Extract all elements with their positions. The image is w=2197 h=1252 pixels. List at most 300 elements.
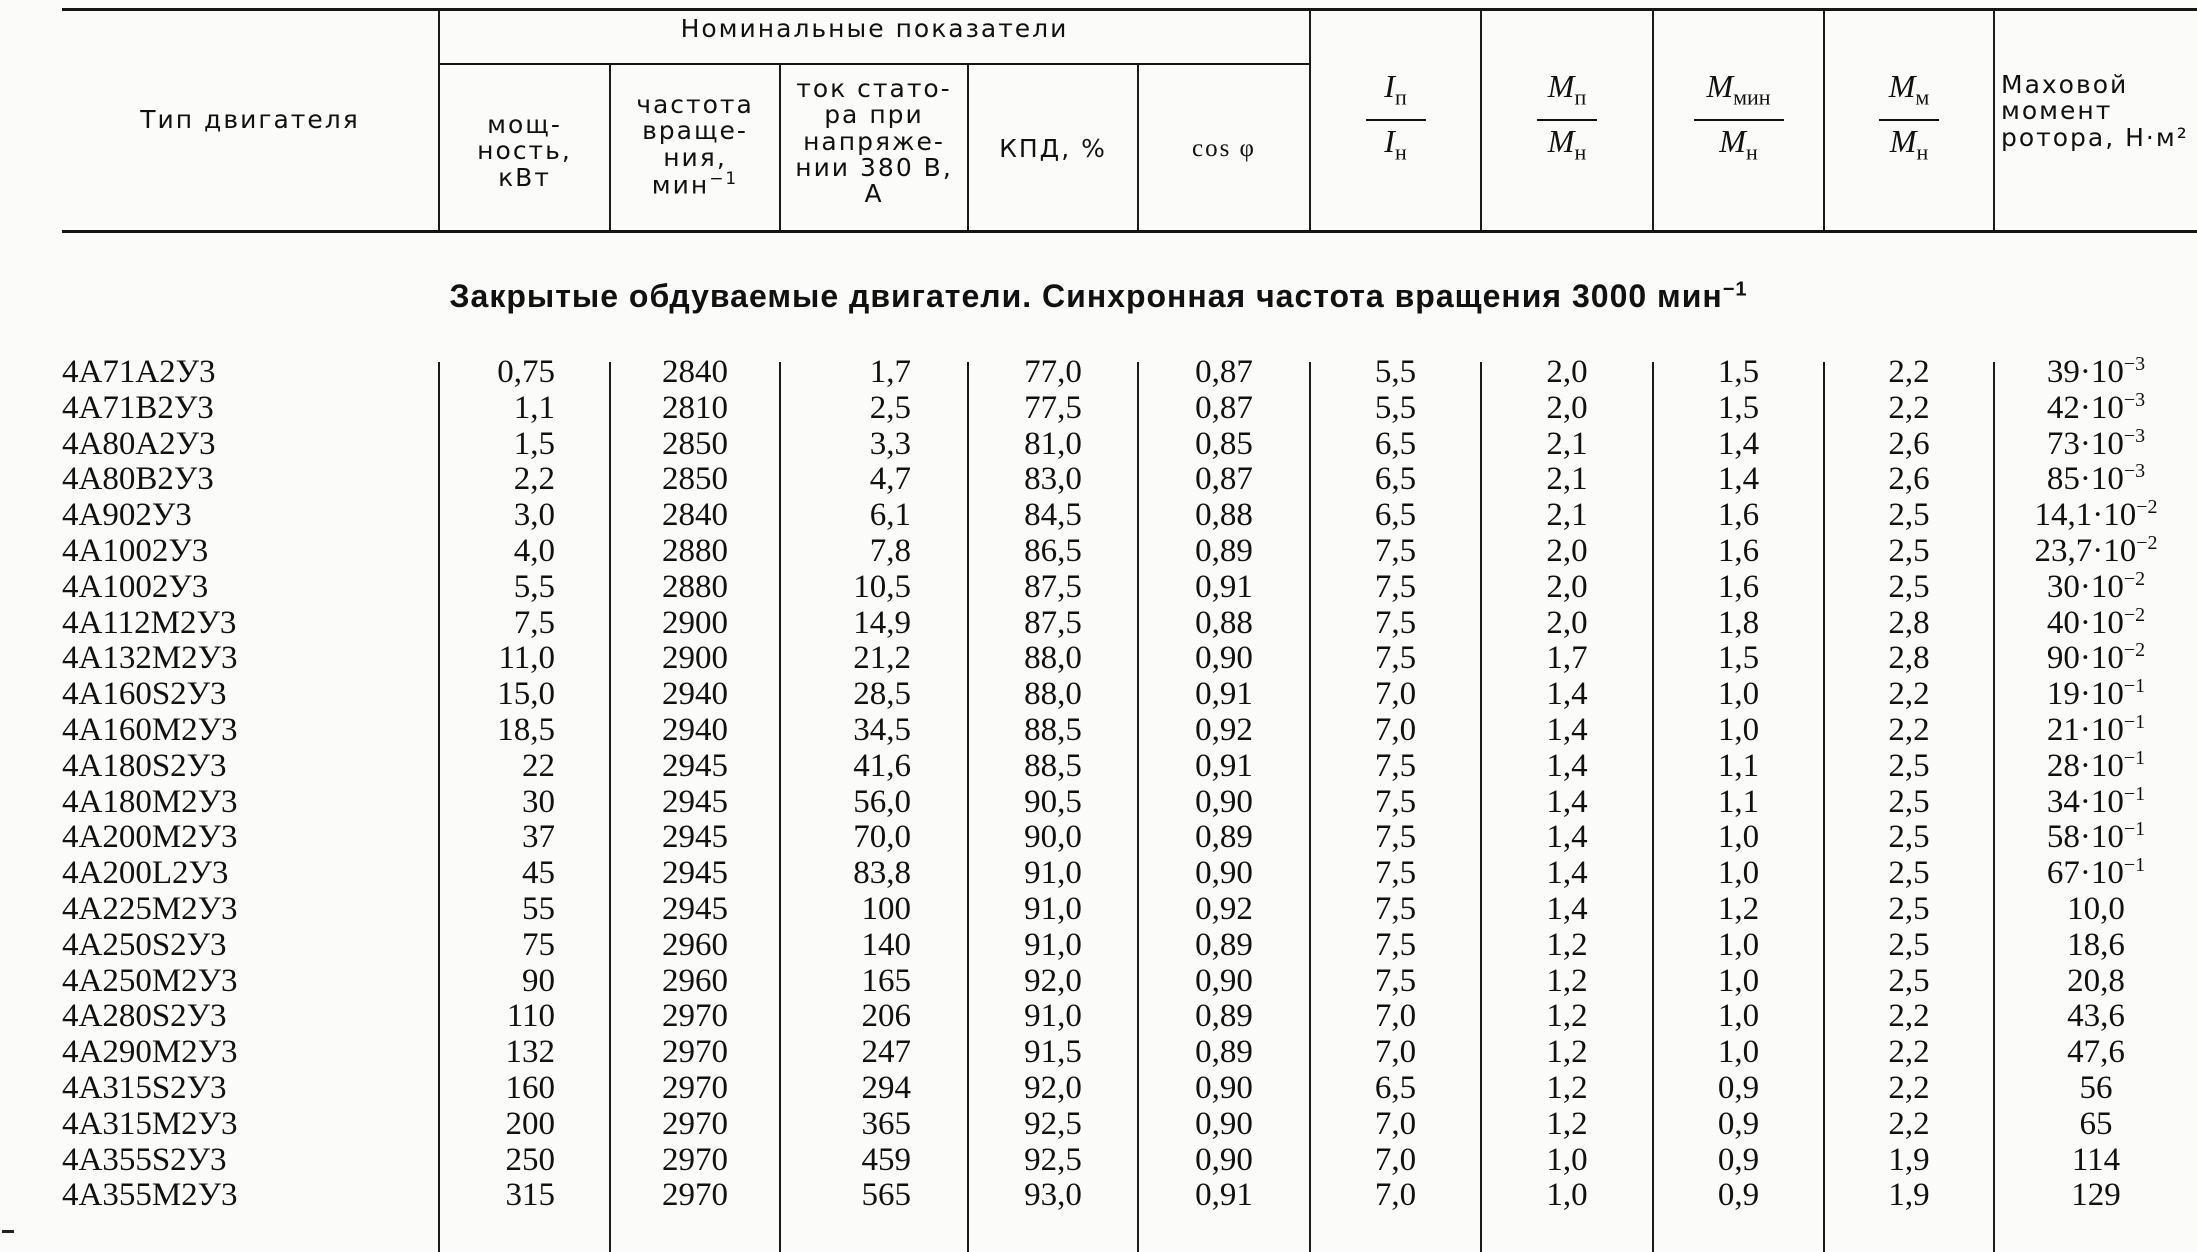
cell-current: 365 <box>861 1105 911 1142</box>
cell-mmin: 1,1 <box>1717 783 1760 820</box>
header-efficiency: КПД, % <box>999 134 1107 163</box>
table-body <box>0 355 2197 1214</box>
cell-power: 200 <box>505 1105 555 1142</box>
cell-mm: 2,5 <box>1888 890 1930 927</box>
cell-type: 4А290М2У3 <box>62 1034 238 1071</box>
cell-mm: 2,5 <box>1888 783 1930 820</box>
table-row <box>0 782 2197 821</box>
cell-mm: 2,6 <box>1888 425 1930 462</box>
cell-ip: 7,5 <box>1374 568 1417 605</box>
cell-ip: 7,5 <box>1374 783 1417 820</box>
cell-moment <box>1995 603 2197 642</box>
cell-type: 4А1002У3 <box>62 532 209 569</box>
cell-moment-value: 65 <box>2079 1105 2113 1142</box>
cell-cos: 0,91 <box>1195 1177 1253 1214</box>
cell-moment <box>1995 856 2197 892</box>
table-row <box>0 1143 2197 1179</box>
nominal-group-rule <box>440 63 1310 65</box>
cell-current: 21,2 <box>853 640 911 677</box>
fraction-bar <box>1879 119 1939 121</box>
mm-den-sub: н <box>1916 139 1929 165</box>
cell-mmin: 1,0 <box>1717 711 1760 748</box>
fraction-bar <box>1366 119 1426 121</box>
cell-cos: 0,89 <box>1195 1034 1253 1071</box>
cell-mm: 2,5 <box>1888 926 1930 963</box>
cell-moment-exponent: −3 <box>2123 388 2146 411</box>
cell-cos: 0,89 <box>1195 819 1253 856</box>
cell-current: 565 <box>861 1177 911 1214</box>
cell-speed: 2970 <box>662 1105 728 1142</box>
cell-type: 4А112М2У3 <box>62 604 237 641</box>
cell-moment-exponent: −1 <box>2123 782 2146 805</box>
cell-eff: 88,0 <box>1024 640 1082 677</box>
cell-mmin: 1,0 <box>1717 926 1760 963</box>
cell-mmin: 0,9 <box>1717 1141 1760 1178</box>
cell-mp: 1,2 <box>1546 1105 1588 1142</box>
section-title-text: Закрытые обдуваемые двигатели. Синхронная частота вращения 3000 мин <box>449 278 1723 314</box>
cell-mp: 1,0 <box>1546 1177 1588 1214</box>
cell-type: 4А200М2У3 <box>62 819 238 856</box>
cell-mmin: 1,5 <box>1717 640 1760 677</box>
cell-mp: 1,2 <box>1546 1069 1588 1106</box>
header-motor-type: Тип двигателя <box>140 105 360 134</box>
cell-moment-exponent: −1 <box>2123 675 2146 698</box>
cell-mp: 1,4 <box>1546 783 1588 820</box>
cell-moment-exponent: −1 <box>2123 746 2146 769</box>
cell-mmin: 1,0 <box>1717 676 1760 713</box>
cell-eff: 84,5 <box>1024 497 1082 534</box>
table-row <box>0 388 2197 427</box>
table-top-rule <box>62 8 2197 11</box>
cell-mmin: 1,8 <box>1717 604 1760 641</box>
cell-power: 45 <box>522 855 555 892</box>
header-power: мощ- ность, кВт <box>477 110 572 192</box>
cell-moment-exponent: −3 <box>2123 424 2146 447</box>
cell-speed: 2970 <box>662 1069 728 1106</box>
cell-power: 90 <box>522 962 555 999</box>
ip-num-sub: п <box>1394 84 1407 110</box>
cell-mm: 2,5 <box>1888 532 1930 569</box>
cell-eff: 88,5 <box>1024 747 1082 784</box>
cell-type: 4А80В2У3 <box>62 461 214 498</box>
cell-moment-exponent: −3 <box>2123 460 2146 483</box>
cell-moment-exponent: −1 <box>2123 710 2146 733</box>
cell-current: 83,8 <box>853 855 911 892</box>
cell-speed: 2945 <box>662 783 728 820</box>
cell-type: 4А250М2У3 <box>62 962 238 999</box>
cell-ip: 7,5 <box>1374 855 1417 892</box>
cell-moment-value: 28·10 <box>2046 747 2124 784</box>
header-speed-text: частота враще- ния, мин <box>636 90 754 200</box>
mn-den: M <box>1547 123 1575 160</box>
cell-mp: 1,4 <box>1546 855 1588 892</box>
cell-cos: 0,90 <box>1195 1069 1253 1106</box>
table-row <box>0 603 2197 642</box>
cell-mmin: 1,6 <box>1717 532 1760 569</box>
cell-moment-value: 39·10 <box>2046 354 2124 390</box>
mn-den-sub: н <box>1574 139 1587 165</box>
cell-current: 56,0 <box>853 783 911 820</box>
table-row <box>0 856 2197 892</box>
cell-moment-exponent: −2 <box>2136 531 2158 554</box>
cell-current: 247 <box>861 1034 911 1071</box>
cell-cos: 0,89 <box>1195 998 1253 1035</box>
cell-type: 4А315S2У3 <box>62 1069 227 1106</box>
cell-moment <box>1995 1178 2197 1214</box>
cell-moment-value: 43,6 <box>2067 998 2125 1035</box>
cell-moment-value: 58·10 <box>2046 819 2124 856</box>
cell-type: 4А902У3 <box>62 497 192 534</box>
cell-moment-exponent: −2 <box>2123 603 2146 626</box>
cell-type: 4А80А2У3 <box>62 425 216 462</box>
table-row <box>0 710 2197 749</box>
cell-mm: 2,5 <box>1888 568 1930 605</box>
cell-ip: 6,5 <box>1374 461 1417 498</box>
cell-power: 55 <box>522 890 555 927</box>
ip-num: I <box>1384 68 1395 104</box>
cell-mmin: 0,9 <box>1717 1177 1760 1214</box>
cell-mm: 2,5 <box>1888 819 1930 856</box>
cell-type: 4А160М2У3 <box>62 711 238 748</box>
cell-mp: 1,2 <box>1546 1034 1588 1071</box>
cell-moment-exponent: −1 <box>2123 818 2146 841</box>
cell-speed: 2850 <box>662 461 728 498</box>
cell-moment-value: 114 <box>2071 1141 2121 1178</box>
cell-cos: 0,90 <box>1195 1141 1253 1178</box>
mmin-den-sub: н <box>1745 139 1758 165</box>
cell-power: 37 <box>522 819 555 856</box>
cell-mp: 1,4 <box>1546 676 1588 713</box>
cell-current: 6,1 <box>869 497 911 534</box>
cell-power: 0,75 <box>497 354 555 390</box>
cell-mm: 2,2 <box>1888 676 1930 713</box>
cell-current: 100 <box>861 890 911 927</box>
cell-mmin: 1,2 <box>1717 890 1760 927</box>
cell-eff: 92,0 <box>1024 962 1082 999</box>
cell-power: 1,5 <box>513 425 555 462</box>
cell-cos: 0,85 <box>1195 425 1253 462</box>
cell-ip: 5,5 <box>1374 389 1417 426</box>
cell-mmin: 1,0 <box>1717 998 1760 1035</box>
cell-power: 11,0 <box>498 640 555 677</box>
cell-mm: 2,6 <box>1888 461 1930 498</box>
cell-eff: 83,0 <box>1024 461 1082 498</box>
cell-mp: 2,0 <box>1546 389 1588 426</box>
cell-ip: 7,5 <box>1374 604 1417 641</box>
mm-num-sub: м <box>1915 84 1930 110</box>
cell-cos: 0,87 <box>1195 389 1253 426</box>
table-row <box>0 462 2197 498</box>
table-row <box>0 641 2197 677</box>
cell-mmin: 1,6 <box>1717 568 1760 605</box>
cell-mp: 1,4 <box>1546 711 1588 748</box>
cell-moment-value: 90·10 <box>2046 640 2124 677</box>
cell-mm: 2,2 <box>1888 711 1930 748</box>
in-den-sub: н <box>1394 139 1407 165</box>
cell-speed: 2940 <box>662 676 728 713</box>
cell-cos: 0,92 <box>1195 711 1253 748</box>
cell-moment-value: 73·10 <box>2046 425 2124 462</box>
table-row <box>0 1107 2197 1143</box>
in-den: I <box>1384 123 1395 160</box>
cell-mp: 1,2 <box>1546 962 1588 999</box>
cell-moment-value: 67·10 <box>2046 855 2124 892</box>
cell-mm: 2,2 <box>1888 1105 1930 1142</box>
cell-ip: 5,5 <box>1374 354 1417 390</box>
mmin-num: M <box>1706 68 1734 104</box>
cell-ip: 7,5 <box>1374 640 1417 677</box>
cell-power: 2,2 <box>513 461 555 498</box>
cell-mmin: 1,0 <box>1717 855 1760 892</box>
cell-mp: 2,0 <box>1546 604 1588 641</box>
cell-eff: 86,5 <box>1024 532 1082 569</box>
header-mmin-mn-ratio <box>1654 68 1823 171</box>
cell-ip: 7,5 <box>1374 890 1417 927</box>
cell-moment-value: 14,1·10 <box>2034 497 2137 534</box>
cell-type: 4А315М2У3 <box>62 1105 238 1142</box>
cell-current: 70,0 <box>853 819 911 856</box>
cell-current: 3,3 <box>869 425 911 462</box>
cell-moment <box>1995 531 2197 570</box>
cell-moment-value: 20,8 <box>2067 962 2125 999</box>
cell-mp: 2,1 <box>1546 425 1588 462</box>
cell-moment <box>1995 388 2197 427</box>
cell-current: 140 <box>861 926 911 963</box>
cell-speed: 2945 <box>662 819 728 856</box>
cell-moment <box>1995 355 2197 391</box>
cell-ip: 6,5 <box>1374 425 1417 462</box>
cell-mmin: 1,0 <box>1717 819 1760 856</box>
cell-speed: 2960 <box>662 926 728 963</box>
section-title <box>0 278 2197 315</box>
cell-power: 22 <box>522 747 555 784</box>
cell-moment <box>1995 498 2197 534</box>
cell-type: 4А355S2У3 <box>62 1141 227 1178</box>
table-row <box>0 746 2197 785</box>
cell-mmin: 1,1 <box>1717 747 1760 784</box>
header-cos-phi: cos φ <box>1191 135 1256 162</box>
cell-ip: 7,5 <box>1374 532 1417 569</box>
cell-moment <box>1995 677 2197 713</box>
cell-mm: 2,2 <box>1888 998 1930 1035</box>
cell-ip: 6,5 <box>1374 497 1417 534</box>
cell-type: 4А180S2У3 <box>62 747 227 784</box>
mmin-num-sub: мин <box>1733 84 1771 110</box>
cell-mmin: 0,9 <box>1717 1105 1760 1142</box>
cell-current: 10,5 <box>853 568 911 605</box>
cell-power: 1,1 <box>513 389 555 426</box>
cell-speed: 2960 <box>662 962 728 999</box>
cell-moment <box>1995 820 2197 856</box>
cell-type: 4А180М2У3 <box>62 783 238 820</box>
cell-moment <box>1995 462 2197 498</box>
fraction-bar <box>1694 119 1784 121</box>
cell-mm: 2,5 <box>1888 497 1930 534</box>
cell-moment-value: 56 <box>2079 1069 2113 1106</box>
table-row <box>0 677 2197 713</box>
header-separator <box>1993 10 1995 230</box>
cell-moment-value: 47,6 <box>2067 1034 2125 1071</box>
cell-moment-value: 42·10 <box>2046 389 2124 426</box>
table-row <box>0 531 2197 570</box>
cell-cos: 0,90 <box>1195 640 1253 677</box>
cell-power: 110 <box>506 998 555 1035</box>
cell-cos: 0,91 <box>1195 747 1253 784</box>
header-flywheel-moment: Маховой момент ротора, Н·м² <box>2001 70 2189 152</box>
cell-moment-value: 40·10 <box>2046 604 2124 641</box>
cell-moment-value: 21·10 <box>2046 711 2124 748</box>
mm-den: M <box>1889 123 1917 160</box>
cell-moment <box>1995 746 2197 785</box>
cell-moment <box>1995 1035 2197 1071</box>
mmin-den: M <box>1719 123 1746 160</box>
cell-moment <box>1995 964 2197 1000</box>
cell-speed: 2850 <box>662 425 728 462</box>
cell-eff: 91,0 <box>1024 890 1082 927</box>
cell-cos: 0,90 <box>1195 855 1253 892</box>
cell-current: 206 <box>861 998 911 1035</box>
cell-type: 4А132М2У3 <box>62 640 238 677</box>
cell-power: 132 <box>505 1034 555 1071</box>
cell-power: 30 <box>522 783 555 820</box>
cell-power: 160 <box>505 1069 555 1106</box>
cell-cos: 0,92 <box>1195 890 1253 927</box>
cell-eff: 88,5 <box>1024 711 1082 748</box>
cell-cos: 0,91 <box>1195 676 1253 713</box>
cell-moment-exponent: −2 <box>2123 639 2146 662</box>
cell-type: 4А71А2У3 <box>62 354 216 390</box>
cell-mmin: 1,5 <box>1717 354 1760 390</box>
cell-power: 4,0 <box>513 532 555 569</box>
cell-moment <box>1995 1071 2197 1107</box>
cell-moment <box>1995 424 2197 463</box>
cell-speed: 2940 <box>662 711 728 748</box>
cell-eff: 90,5 <box>1024 783 1082 820</box>
cell-moment-value: 10,0 <box>2067 890 2125 927</box>
cell-mm: 1,9 <box>1888 1177 1930 1214</box>
cell-mm: 2,5 <box>1888 962 1930 999</box>
header-speed-sup: −1 <box>709 168 739 189</box>
cell-cos: 0,89 <box>1195 926 1253 963</box>
cell-eff: 91,0 <box>1024 926 1082 963</box>
cell-eff: 91,5 <box>1024 1034 1082 1071</box>
cell-eff: 92,5 <box>1024 1141 1082 1178</box>
cell-moment <box>1995 999 2197 1035</box>
cell-power: 18,5 <box>497 711 555 748</box>
header-nominal-group: Номинальные показатели <box>680 14 1069 43</box>
cell-current: 4,7 <box>869 461 911 498</box>
cell-mm: 2,2 <box>1888 1069 1930 1106</box>
cell-mm: 2,8 <box>1888 640 1930 677</box>
cell-moment <box>1995 782 2197 821</box>
cell-mp: 1,2 <box>1546 926 1588 963</box>
cell-eff: 77,5 <box>1024 389 1082 426</box>
cell-eff: 88,0 <box>1024 676 1082 713</box>
cell-mm: 2,5 <box>1888 855 1930 892</box>
header-speed <box>611 92 779 198</box>
cell-eff: 93,0 <box>1024 1177 1082 1214</box>
cell-mm: 2,8 <box>1888 604 1930 641</box>
cell-mp: 2,0 <box>1546 354 1588 390</box>
cell-eff: 90,0 <box>1024 819 1082 856</box>
cell-type: 4А280S2У3 <box>62 998 227 1035</box>
cell-mmin: 0,9 <box>1717 1069 1760 1106</box>
mm-num: M <box>1888 68 1916 104</box>
cell-moment <box>1995 567 2197 606</box>
cell-cos: 0,87 <box>1195 354 1253 390</box>
cell-cos: 0,89 <box>1195 532 1253 569</box>
cell-ip: 7,5 <box>1374 926 1417 963</box>
table-row <box>0 999 2197 1035</box>
cell-current: 34,5 <box>853 711 911 748</box>
cell-cos: 0,88 <box>1195 604 1253 641</box>
cell-current: 459 <box>861 1141 911 1178</box>
table-row <box>0 820 2197 856</box>
cell-eff: 87,5 <box>1024 568 1082 605</box>
cell-moment-exponent: −1 <box>2123 854 2146 877</box>
cell-ip: 7,0 <box>1374 1177 1417 1214</box>
cell-power: 7,5 <box>513 604 555 641</box>
cell-mmin: 1,6 <box>1717 497 1760 534</box>
cell-speed: 2970 <box>662 1034 728 1071</box>
header-ip-in-ratio <box>1311 68 1480 171</box>
cell-speed: 2970 <box>662 998 728 1035</box>
cell-mp: 2,1 <box>1546 497 1588 534</box>
cell-type: 4А1002У3 <box>62 568 209 605</box>
cell-current: 1,7 <box>869 354 911 390</box>
cell-ip: 7,0 <box>1374 1105 1417 1142</box>
cell-ip: 7,0 <box>1374 998 1417 1035</box>
table-row <box>0 424 2197 463</box>
cell-mmin: 1,4 <box>1717 425 1760 462</box>
cell-cos: 0,90 <box>1195 1105 1253 1142</box>
cell-speed: 2970 <box>662 1141 728 1178</box>
cell-moment-exponent: −2 <box>2136 496 2158 519</box>
cell-speed: 2840 <box>662 354 728 390</box>
cell-eff: 77,0 <box>1024 354 1082 390</box>
header-bottom-rule <box>62 230 2197 233</box>
cell-moment <box>1995 892 2197 928</box>
cell-mp: 2,1 <box>1546 461 1588 498</box>
cell-ip: 7,5 <box>1374 747 1417 784</box>
table-row <box>0 1035 2197 1071</box>
cell-current: 2,5 <box>869 389 911 426</box>
cell-mp: 1,0 <box>1546 1141 1588 1178</box>
cell-eff: 81,0 <box>1024 425 1082 462</box>
cell-moment-value: 23,7·10 <box>2034 532 2137 569</box>
table-row <box>0 567 2197 606</box>
cell-type: 4А225М2У3 <box>62 890 238 927</box>
cell-moment <box>1995 1143 2197 1179</box>
cell-current: 294 <box>861 1069 911 1106</box>
cell-type: 4А200L2У3 <box>62 855 229 892</box>
cell-moment-value: 129 <box>2071 1177 2121 1214</box>
cell-moment <box>1995 710 2197 749</box>
cell-speed: 2880 <box>662 532 728 569</box>
cell-moment-value: 18,6 <box>2067 926 2125 963</box>
header-mp-mn-ratio <box>1482 68 1652 171</box>
cell-speed: 2970 <box>662 1177 728 1214</box>
table-row <box>0 928 2197 964</box>
cell-eff: 91,0 <box>1024 998 1082 1035</box>
cell-mp: 2,0 <box>1546 568 1588 605</box>
cell-mmin: 1,0 <box>1717 962 1760 999</box>
cell-speed: 2945 <box>662 855 728 892</box>
cell-current: 165 <box>861 962 911 999</box>
cell-speed: 2880 <box>662 568 728 605</box>
table-row <box>0 892 2197 928</box>
mp-num-sub: п <box>1574 84 1587 110</box>
